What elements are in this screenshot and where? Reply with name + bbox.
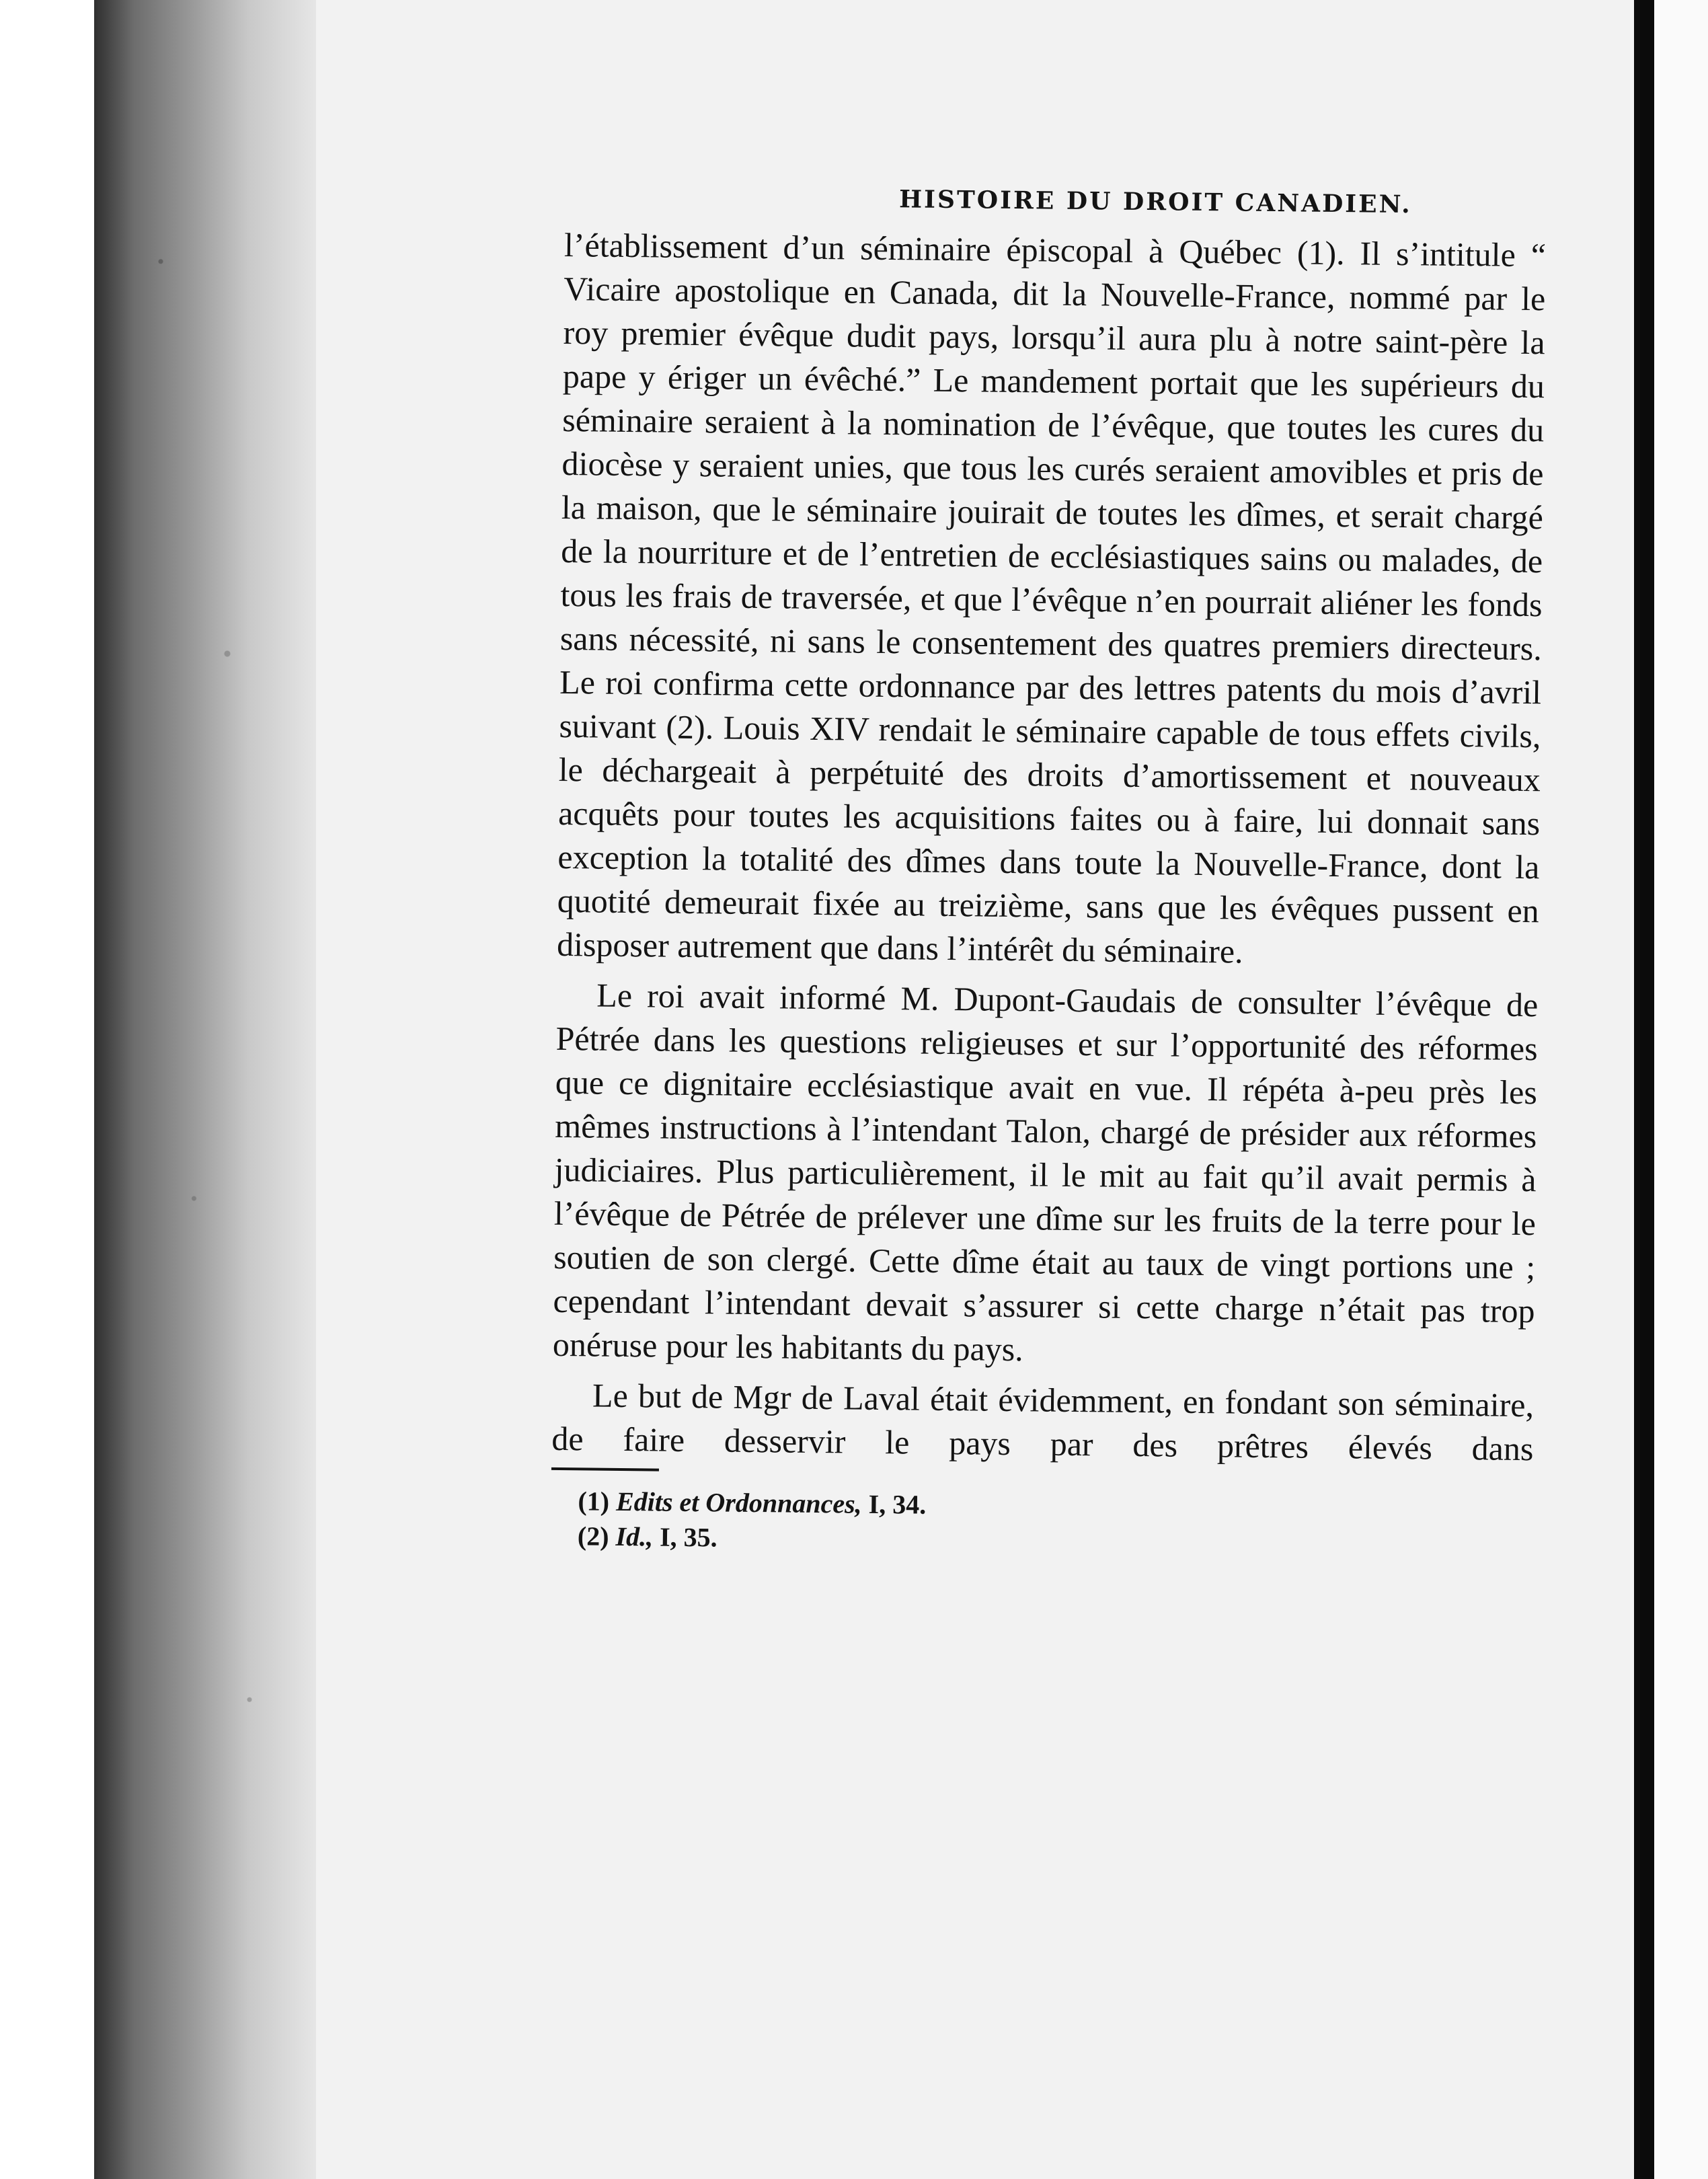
running-head: HISTOIRE DU DROIT CANADIEN. (898, 185, 1412, 219)
right-page-border (1634, 0, 1654, 2179)
footnote-2-title: Id., (615, 1521, 654, 1552)
footnote-1-ref: I, 34. (868, 1488, 927, 1520)
book-spine-edge (94, 0, 316, 2179)
footnote-2-mark: (2) (577, 1521, 609, 1552)
text-block (551, 182, 1547, 1564)
footnote-rule (551, 1467, 659, 1471)
paragraph-1: l’établissement d’un séminaire épiscopal à Québec (1). Il s’intitule “ Vicaire apostolique en Canada, dit la Nouvelle-France, nommé par le roy premier évêque dudit pays, lorsqu’il aura plu à notre saint-père la pape y ériger un évêché.” Le mandement portait que les supérieurs du séminaire seraient à la nomination de l’évêque, que toutes les cures du diocèse y seraient unies, que tous les curés seraient amovibles et pris de la maison, que le séminaire jouirait de toutes les dîmes, et serait chargé de la nourriture et de l’entretien de ecclésiastiques sains ou malades, de tous les frais de traversée, et que l’évêque n’en pourrait aliéner les fonds sans nécessité, ni sans le consentement des quatres premiers directeurs. Le roi confirma cette ordonnance par des lettres patents du mois d’avril suivant (2). Louis XIV rendait le séminaire capable de tous effets civils, le déchargeait à perpétuité des droits d’amortissement et nouveaux acquêts pour toutes les acquisitions faites ou à faire, lui donnait sans exception la totalité des dîmes dans toute la Nouvelle-France, dont la quotité demeurait fixée au treizième, sans que les évêques pussent en disposer autrement que dans l’intérêt du séminaire. (556, 225, 1547, 970)
footnote-2-ref: I, 35. (659, 1521, 717, 1553)
footnote-1-mark: (1) (578, 1486, 610, 1517)
right-margin (1654, 0, 1708, 2179)
paragraph-2: Le roi avait informé M. Dupont-Gaudais de consulter l’évêque de Pétrée dans les questions religieuses et sur l’opportunité des réformes que ce dignitaire ecclésiastique avait en vue. Il répéta à-peu près les mêmes instructions à l’intendant Talon, chargé de présider aux réformes judiciaires. Plus particulièrement, il le mit au fait qu’il avait permis à l’évêque de Pétrée de prélever une dîme sur les fruits de la terre pour le soutien de son clergé. Cette dîme était au taux de vingt portions une ; cependant l’intendant devait s’assurer si cette charge n’était pas trop onéruse pour les habitants du pays. (552, 976, 1539, 1369)
paragraph-3: Le but de Mgr de Laval était évidemment, en fondant son séminaire, de faire desservir le pays par des prêtres élevés dans (551, 1376, 1535, 1468)
footnote-1-title: Edits et Ordonnances, (615, 1486, 862, 1519)
